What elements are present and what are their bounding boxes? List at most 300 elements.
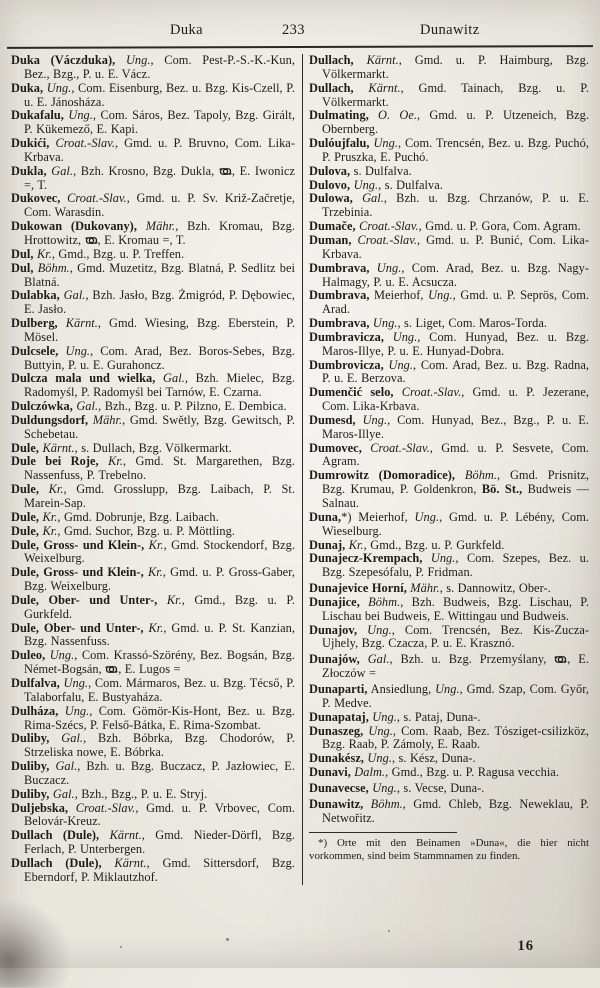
entry-text bbox=[49, 731, 61, 745]
entry-text: s. Dulfalva. bbox=[350, 163, 412, 178]
gazetteer-entry bbox=[309, 317, 589, 331]
entry-headword: Dumače, bbox=[309, 219, 356, 234]
gazetteer-entry bbox=[309, 414, 589, 442]
entry-headword: Dumesd, bbox=[309, 412, 356, 427]
entry-region-label: Ung. bbox=[414, 509, 440, 524]
entry-region-label: O. Oe. bbox=[378, 108, 417, 123]
entry-text: , Gmd., Bzg. u. P. Gurkfeld. bbox=[24, 592, 296, 621]
gazetteer-entry bbox=[11, 483, 295, 511]
scan-speck bbox=[388, 930, 390, 932]
entry-text bbox=[360, 652, 368, 666]
entry-text: , Com. Arad, Bez. u. Bzg. Nagy-Halmagy, P. u. E. Acsucza. bbox=[322, 260, 589, 289]
entry-region-label: Kärnt. bbox=[65, 316, 98, 331]
entry-headword: Dulberg, bbox=[11, 316, 58, 331]
entry-text: , Gmd. u. P. Gora, Com. Agram. bbox=[418, 219, 581, 234]
entry-text: , Com. Hunyad, Bez. u. Bzg. Maros-Illye, P. u. E. Hunyad-Dobra. bbox=[322, 329, 589, 358]
entry-region-label: Böhm. bbox=[370, 796, 403, 811]
entry-text: , Com. Trencsén, Bez. u. Bzg. Puchó, P. Pruszka, E. Puchó. bbox=[322, 136, 590, 164]
entry-headword: Dunaparti, bbox=[309, 681, 368, 696]
entry-text bbox=[394, 385, 402, 399]
entry-headword: Dunakész, bbox=[309, 751, 364, 766]
entry-headword: Dulháza, bbox=[11, 703, 59, 718]
entry-region-label: Ung. bbox=[388, 357, 414, 372]
entry-region-label: Ung. bbox=[49, 648, 75, 663]
entry-region-label: Gal. bbox=[63, 288, 86, 303]
entry-text: , Gmd. Tainach, Bzg. u. P. Völkermarkt. bbox=[322, 80, 589, 109]
entry-region-label: Ung. bbox=[367, 622, 392, 637]
entry-headword: Duliby, bbox=[11, 759, 50, 774]
gazetteer-entry bbox=[11, 54, 295, 82]
entry-headword: Dunajecz-Krempach, bbox=[309, 551, 423, 566]
entry-text bbox=[99, 454, 108, 468]
entry-region-label: Ung. bbox=[362, 412, 388, 427]
entry-region-label: Gal. bbox=[51, 163, 74, 178]
gazetteer-entry bbox=[11, 248, 295, 262]
entry-region-label: Mähr. bbox=[145, 219, 176, 234]
entry-region-label: Croat.-Slav. bbox=[55, 136, 116, 151]
entry-text: , E. Złoczów = bbox=[322, 652, 589, 681]
gazetteer-entry bbox=[11, 442, 295, 456]
entry-region-label: Kr. bbox=[36, 246, 52, 261]
entry-region-label: Gal. bbox=[362, 191, 384, 206]
gazetteer-entry bbox=[309, 179, 589, 193]
entry-text bbox=[58, 316, 66, 330]
entry-headword: Dunajów, bbox=[309, 652, 360, 667]
entry-text: , Bzh., Bzg. u. P. Pilzno, E. Dembica. bbox=[98, 399, 287, 414]
entry-text bbox=[353, 191, 362, 205]
gazetteer-entry bbox=[11, 192, 295, 220]
gazetteer-entry bbox=[309, 386, 589, 414]
entry-text: , Com. Mármaros, Bez. u. Bzg. Técső, P. Talaborfalu, E. Bustyaháza. bbox=[24, 675, 295, 704]
entry-text: , Bzh. Budweis, Bzg. Lischau, P. Lischau bei Budweis, E. Wittingau und Budweis. bbox=[322, 594, 589, 623]
entry-headword: Dumbravicza, bbox=[309, 329, 384, 344]
entry-text bbox=[422, 551, 430, 565]
gazetteer-entry bbox=[309, 137, 589, 165]
entry-text bbox=[354, 53, 367, 67]
entry-headword: Dule, bbox=[11, 509, 40, 524]
entry-headword: Duldungsdorf, bbox=[11, 412, 89, 427]
entry-region-label: Böhm. bbox=[368, 594, 401, 609]
entry-headword: Dule bei Roje, bbox=[11, 454, 99, 469]
gazetteer-entry bbox=[309, 262, 589, 290]
entry-headword: Dulmating, bbox=[309, 108, 369, 123]
entry-region-label: Ung. bbox=[368, 723, 393, 738]
entry-headword: Dule, bbox=[11, 482, 40, 497]
entry-region-label: Croat.-Slav. bbox=[67, 191, 127, 206]
entry-region-label: Croat.-Slav. bbox=[401, 385, 462, 400]
entry-headword: Dumbrava, bbox=[309, 316, 370, 331]
gazetteer-entry bbox=[309, 766, 589, 780]
right-column bbox=[303, 54, 589, 885]
gazetteer-entry bbox=[11, 566, 295, 594]
entry-region-label: Ung. bbox=[435, 681, 460, 696]
entry-region-label: Kr. bbox=[148, 537, 164, 552]
entry-headword: Dule, bbox=[11, 440, 40, 455]
entry-region-label: Ung. bbox=[372, 780, 397, 795]
entry-region-label: Ung. bbox=[392, 329, 418, 344]
entry-text: , Gmd. St. Margarethen, Bzg. Nassenfuss, P. Trebelno. bbox=[24, 454, 296, 483]
gazetteer-entry bbox=[11, 262, 295, 290]
gazetteer-entry bbox=[11, 511, 295, 525]
entry-headword: Dunapataj, bbox=[309, 709, 369, 724]
gazetteer-entry bbox=[11, 455, 295, 483]
entry-headword: Dule, Gross- und Klein-, bbox=[11, 537, 145, 552]
gazetteer-entry bbox=[11, 594, 295, 622]
entry-text: , Com. Eisenburg, Bez. u. Bzg. Kis-Czell, P. u. E. Jánosháza. bbox=[24, 80, 295, 109]
entry-region-label: Croat.-Slav. bbox=[359, 219, 419, 234]
entry-text: , Bzh. Krosno, Bzg. Dukla, bbox=[73, 163, 219, 178]
entry-headword: Dumbrava, bbox=[309, 288, 370, 303]
scan-smudge bbox=[0, 898, 72, 988]
entry-text bbox=[357, 623, 367, 637]
running-head-left-keyword: Duka bbox=[170, 22, 204, 38]
entry-region-label: Gal. bbox=[76, 399, 99, 414]
entry-region-label: Ung. bbox=[353, 177, 379, 192]
entry-headword: Dullach (Dule), bbox=[11, 855, 102, 870]
entry-text: , Gmd. Sittersdorf, Bzg. Eberndorf, P. Miklautzhof. bbox=[24, 855, 295, 884]
entry-region-label: Gal. bbox=[367, 652, 390, 667]
gazetteer-entry bbox=[309, 359, 589, 387]
gazetteer-entry bbox=[309, 192, 589, 220]
gazetteer-entry bbox=[11, 400, 295, 414]
gazetteer-entry bbox=[309, 331, 589, 359]
entry-text bbox=[39, 482, 49, 496]
entry-region-label: Ung. bbox=[372, 316, 398, 331]
footnote-block bbox=[309, 832, 589, 862]
entry-region-label: Kr. bbox=[108, 454, 123, 469]
entry-headword: Dumbrava, bbox=[309, 260, 370, 275]
entry-text: , Gmd. u. P. Sv. Križ-Začretje, Com. Warasdin. bbox=[24, 191, 295, 220]
entry-headword: Dunavi, bbox=[309, 765, 351, 780]
entry-text: , Bzh. u. Bzg. Chrzanów, P. u. E. Trzebinia. bbox=[322, 191, 589, 220]
entry-text: , Bzh. u. Bzg. Buczacz, P. Jazłowiec, E. Buczacz. bbox=[24, 759, 296, 787]
gazetteer-entry bbox=[11, 372, 295, 400]
entry-headword: Bö. St., bbox=[481, 482, 523, 497]
entry-text: , Gmd. Suchor, Bzg. u. P. Möttling. bbox=[57, 523, 235, 538]
gazetteer-entry bbox=[11, 788, 295, 802]
entry-region-label: Kr. bbox=[48, 482, 64, 497]
gazetteer-entry bbox=[309, 54, 589, 82]
gazetteer-entry bbox=[309, 82, 589, 110]
gazetteer-entry bbox=[11, 802, 295, 830]
gazetteer-entry bbox=[309, 165, 589, 179]
entry-headword: Dukowan (Dukovany), bbox=[11, 219, 137, 234]
entry-headword: Dukovec, bbox=[11, 191, 61, 206]
entry-text: , Gmd. Swětly, Bzg. Gewitsch, P. Schebetau. bbox=[24, 412, 295, 441]
entry-headword: Dulabka, bbox=[11, 288, 60, 303]
entry-headword: Dunaj, bbox=[309, 537, 346, 552]
entry-text: , s. Vecse, Duna-. bbox=[396, 780, 485, 795]
entry-text bbox=[369, 261, 376, 275]
entry-text: , Gmd. u. P. Seprös, Com. Arad. bbox=[322, 288, 589, 317]
entry-headword: Dulóujfalu, bbox=[309, 136, 370, 151]
entry-region-label: Ung. bbox=[372, 709, 397, 724]
gazetteer-entry bbox=[11, 539, 295, 567]
entry-headword: Dunawitz, bbox=[309, 796, 364, 811]
entry-region-label: Ung. bbox=[68, 108, 93, 123]
entry-text: , s. Dullach, Bzg. Völkermarkt. bbox=[74, 440, 232, 455]
entry-region-label: Ung. bbox=[63, 675, 89, 690]
entry-headword: Duka, bbox=[11, 80, 44, 95]
entry-region-label: Kärnt. bbox=[366, 53, 399, 67]
left-column bbox=[11, 54, 303, 885]
gazetteer-columns bbox=[11, 54, 589, 885]
entry-text: , Bzh., Bzg., P. u. E. Stryj. bbox=[74, 786, 208, 801]
entry-headword: Dule, Gross- und Klein-, bbox=[11, 565, 144, 580]
posthorn-icon bbox=[85, 233, 98, 247]
gazetteer-entry bbox=[11, 289, 295, 317]
entry-text bbox=[115, 53, 126, 67]
entry-region-label: Ung. bbox=[125, 53, 151, 67]
entry-headword: Dukafalu, bbox=[11, 108, 64, 123]
gazetteer-entry bbox=[309, 289, 589, 317]
entry-region-label: Croat.-Slav. bbox=[370, 440, 430, 455]
entry-headword: Dunavecse, bbox=[309, 780, 369, 795]
entry-text: , Gmd. Chleb, Bzg. Neweklau, P. Netwořitz. bbox=[322, 796, 589, 825]
entry-region-label: Gal. bbox=[163, 371, 185, 386]
entry-text bbox=[369, 108, 378, 122]
entry-headword: Dullach (Dule), bbox=[11, 828, 100, 843]
gazetteer-entry bbox=[309, 711, 589, 725]
entry-text bbox=[68, 801, 76, 815]
gazetteer-entry bbox=[309, 552, 589, 580]
posthorn-icon bbox=[105, 662, 118, 676]
entry-text: *) Meierhof, bbox=[341, 509, 415, 524]
entry-headword: Duman, bbox=[309, 232, 352, 247]
entry-text: , Com. Trencsén, Bez. Kis-Zucza-Ujhely, Bzg. Czacza, P. u. E. Krasznó. bbox=[322, 622, 590, 651]
gazetteer-entry bbox=[309, 683, 589, 711]
gazetteer-entry bbox=[11, 760, 295, 788]
footnote-text: Orte mit den Beinamen »Duna«, die hier nicht vorkommen, sind beim Stammnamen zu finden. bbox=[309, 837, 589, 862]
entry-headword: Dullach, bbox=[309, 53, 354, 67]
entry-text bbox=[384, 330, 393, 344]
entry-text: , Bzh. Jasło, Bzg. Żmigród, P. Dębowiec, E. Jasło. bbox=[24, 288, 296, 317]
entry-text: , Bzh. u. Bzg. Przemyślany, bbox=[389, 652, 555, 667]
running-head bbox=[0, 22, 600, 44]
entry-headword: Dulowa, bbox=[309, 191, 353, 206]
entry-text: , Com. Raab, Bez. Tósziget-csilizköz, Bzg. Raab, P. Zámoly, E. Raab. bbox=[322, 723, 590, 752]
entry-region-label: Ung. bbox=[428, 288, 453, 303]
gazetteer-entry bbox=[309, 469, 589, 511]
entry-headword: Duliby, bbox=[11, 786, 50, 801]
entry-headword: Dunaszeg, bbox=[309, 723, 364, 738]
entry-text: , Com. Pest-P.-S.-K.-Kun, Bez., Bzg., P. u. E. Vácz. bbox=[24, 53, 296, 81]
entry-headword: Dumenčić selo, bbox=[309, 385, 394, 400]
page-number: 233 bbox=[282, 22, 305, 38]
entry-region-label: Mähr. bbox=[92, 412, 123, 427]
entry-headword: Dunajov, bbox=[309, 622, 358, 637]
entry-region-label: Kr. bbox=[166, 592, 182, 607]
entry-text: , Com. Sáros, Bez. Tapoly, Bzg. Girált, P. Kükemező, E. Kapi. bbox=[24, 108, 296, 137]
entry-headword: Duleo, bbox=[11, 648, 46, 663]
entry-text: , Gmd., Bzg. u. P. Gurkfeld. bbox=[363, 537, 505, 552]
entry-text: , Gmd. u. P. Haimburg, Bzg. Völkermarkt. bbox=[322, 53, 589, 81]
gazetteer-entry bbox=[11, 345, 295, 373]
entry-text: , Gmd. u. P. Jezerane, Com. Lika-Krbava. bbox=[322, 385, 589, 414]
scan-speck bbox=[226, 938, 229, 941]
gazetteer-entry bbox=[11, 525, 295, 539]
entry-text: , Bzh. Kromau, Bzg. Hrottowitz, bbox=[24, 219, 295, 247]
gazetteer-entry bbox=[309, 582, 589, 596]
entry-text: , Com. Krassó-Szörény, Bez. Bogsán, Bzg. Német-Bogsán, bbox=[24, 648, 295, 677]
entry-headword: Dunajice, bbox=[309, 594, 360, 609]
entry-text: , Gmd. Grosslupp, Bzg. Laibach, P. St. Marein-Sap. bbox=[24, 482, 295, 510]
signature-number: 16 bbox=[517, 938, 534, 954]
entry-headword: Dule, Ober- und Unter-, bbox=[11, 592, 158, 607]
gazetteer-entry bbox=[309, 234, 589, 262]
entry-text: , Com. Szepes, Bez. u. Bzg. Szepesófalu, P. Fridman. bbox=[322, 551, 589, 580]
entry-headword: Dunajevice Horní, bbox=[309, 581, 407, 596]
entry-headword: Dulczówka, bbox=[11, 399, 73, 414]
gazetteer-entry bbox=[11, 109, 295, 137]
entry-headword: Dumrowitz (Domoradice), bbox=[309, 468, 456, 483]
entry-text: Ansiedlung, bbox=[367, 681, 436, 696]
entry-headword: Duna, bbox=[309, 509, 342, 524]
entry-region-label: Ung. bbox=[430, 551, 456, 566]
entry-headword: Dukići, bbox=[11, 136, 50, 151]
gazetteer-entry bbox=[309, 511, 589, 539]
entry-region-label: Böhm. bbox=[464, 468, 498, 483]
entry-text: , Gmd. u. P. Bunić, Com. Lika-Krbava. bbox=[322, 232, 589, 261]
entry-text: , Gmd. Wiesing, Bzg. Eberstein, P. Mösel. bbox=[24, 316, 296, 344]
entry-headword: Duljebska, bbox=[11, 800, 69, 815]
posthorn-icon bbox=[554, 652, 567, 666]
entry-text: , Gmd. u. P. Bruvno, Com. Lika-Krbava. bbox=[24, 136, 295, 164]
entry-text: , Gmd., Bzg. u. P. Treffen. bbox=[51, 246, 185, 261]
entry-text: , s. Kész, Duna-. bbox=[391, 751, 476, 766]
gazetteer-entry bbox=[309, 798, 589, 826]
entry-region-label: Kr. bbox=[42, 509, 58, 524]
entry-region-label: Kr. bbox=[147, 565, 163, 580]
gazetteer-entry bbox=[309, 442, 589, 470]
gazetteer-entry bbox=[11, 414, 295, 442]
gazetteer-entry bbox=[11, 829, 295, 857]
entry-text: , s. Pataj, Duna-. bbox=[396, 709, 481, 724]
entry-text bbox=[58, 344, 65, 358]
entry-text: , E. Lugos = bbox=[118, 662, 181, 677]
entry-region-label: Croat.-Slav. bbox=[357, 232, 418, 247]
entry-text: , E. Iwonicz =, T. bbox=[24, 163, 295, 192]
gazetteer-entry bbox=[309, 725, 589, 753]
entry-headword: Dul, bbox=[11, 260, 34, 275]
entry-text: , Gmd. Szap, Com. Győr, P. Medve. bbox=[322, 681, 589, 710]
gazetteer-entry bbox=[309, 539, 589, 553]
entry-region-label: Ung. bbox=[367, 751, 392, 766]
entry-text: , Gmd. Muzetitz, Bzg. Blatná, P. Sedlitz bei Blatná. bbox=[24, 260, 295, 289]
gazetteer-entry bbox=[309, 752, 589, 766]
gazetteer-entry bbox=[11, 705, 295, 733]
entry-text: , E. Kromau =, T. bbox=[97, 232, 186, 247]
entry-headword: Dumbrovicza, bbox=[309, 357, 384, 372]
entry-region-label: Gal. bbox=[55, 759, 78, 774]
entry-headword: Dumovec, bbox=[309, 440, 362, 455]
entry-text: , Com. Arad, Bez. u. Bzg. Radna, P. u. E. Berzova. bbox=[322, 357, 589, 386]
entry-text bbox=[455, 468, 465, 482]
entry-headword: Dulova, bbox=[309, 163, 351, 178]
entry-text: Budweis — Salnau. bbox=[322, 482, 589, 510]
entry-text: , Gmd. u. P. Vrbovec, Com. Belovár-Kreuz. bbox=[24, 800, 296, 829]
entry-headword: Dulovo, bbox=[309, 177, 351, 192]
entry-headword: Dulcza mala und wielka, bbox=[11, 371, 156, 386]
header-rule bbox=[7, 45, 593, 49]
entry-text: , Gmd. Nieder-Dörfl, Bzg. Ferlach, P. Unterbergen. bbox=[24, 828, 296, 857]
entry-headword: Dulcsele, bbox=[11, 343, 59, 358]
gazetteer-entry bbox=[11, 137, 295, 165]
entry-text: , Gmd., Bzg. u. P. Ragusa vecchia. bbox=[385, 765, 559, 780]
entry-region-label: Kr. bbox=[348, 537, 364, 552]
gazetteer-entry bbox=[11, 857, 295, 885]
entry-headword: Dule, Ober- und Unter-, bbox=[11, 620, 144, 635]
entry-region-label: Ung. bbox=[65, 343, 91, 358]
entry-text bbox=[363, 797, 370, 811]
entry-text bbox=[354, 81, 369, 95]
entry-headword: Dukla, bbox=[11, 163, 47, 178]
gazetteer-entry bbox=[11, 317, 295, 345]
gazetteer-entry bbox=[11, 165, 295, 193]
running-head-right-keyword: Dunawitz bbox=[420, 22, 480, 38]
entry-text: , Gmd. u. P. Gross-Gaber, Bzg. Weixelburg. bbox=[24, 565, 296, 594]
entry-headword: Duka (Váczduka), bbox=[11, 53, 116, 67]
gazetteer-entry bbox=[309, 220, 589, 234]
entry-text: , Gmd. u. P. St. Kanzian, Bzg. Nassenfuss. bbox=[24, 620, 296, 649]
gazetteer-entry bbox=[11, 649, 295, 677]
entry-headword: Duliby, bbox=[11, 731, 50, 746]
gazetteer-entry bbox=[11, 220, 295, 248]
entry-region-label: Ung. bbox=[373, 136, 398, 151]
gazetteer-entry bbox=[11, 677, 295, 705]
entry-text: , s. Liget, Com. Maros-Torda. bbox=[397, 316, 547, 331]
gazetteer-entry bbox=[309, 596, 589, 624]
footnote-marker: *) bbox=[318, 837, 328, 850]
entry-text: , Com. Hunyad, Bez., Bzg., P. u. E. Maros-Illye. bbox=[322, 412, 590, 441]
gazetteer-entry bbox=[11, 82, 295, 110]
entry-text: , Com. Gömör-Kis-Hont, Bez. u. Bzg. Rima-Szécs, P. Felső-Bátka, E. Rima-Szombat. bbox=[24, 703, 295, 732]
entry-region-label: Ung. bbox=[64, 703, 90, 718]
entry-region-label: Kr. bbox=[42, 523, 58, 538]
entry-text: , Bzh. Bóbrka, Bzg. Chodorów, P. Strzeliska nowe, E. Bóbrka. bbox=[24, 731, 295, 760]
entry-text: , s. Dulfalva. bbox=[378, 177, 443, 192]
gazetteer-entry bbox=[11, 732, 295, 760]
entry-region-label: Kr. bbox=[148, 620, 164, 635]
entry-text bbox=[362, 441, 370, 455]
entry-region-label: Kärnt. bbox=[368, 80, 401, 95]
entry-region-label: Gal. bbox=[52, 786, 75, 801]
scan-speck bbox=[120, 946, 122, 948]
entry-region-label: Dalm. bbox=[354, 765, 386, 780]
entry-headword: Dul, bbox=[11, 246, 34, 261]
entry-region-label: Mähr. bbox=[410, 581, 440, 596]
entry-headword: Dullach, bbox=[309, 80, 354, 95]
entry-text bbox=[356, 413, 363, 427]
gazetteer-entry bbox=[309, 109, 589, 137]
posthorn-icon bbox=[219, 164, 232, 178]
entry-text: , Com. Arad, Bez. Boros-Sebes, Bzg. Buttyin, P. u. E. Gurahoncz. bbox=[24, 343, 296, 372]
entry-text: , Gmd. Stockendorf, Bzg. Weixelburg. bbox=[24, 537, 295, 566]
entry-headword: Dule, bbox=[11, 523, 40, 538]
entry-text: , Gmd. u. P. Utzeneich, Bzg. Obernberg. bbox=[322, 108, 590, 137]
entry-text: , Bzh. Mielec, Bzg. Radomyśl, P. Radomyśl bei Tarnów, E. Czarna. bbox=[24, 371, 296, 400]
gazetteer-entry bbox=[309, 782, 589, 796]
entry-text bbox=[102, 856, 115, 870]
entry-region-label: Ung. bbox=[376, 260, 402, 275]
entry-text: , Gmd. u. P. Lébény, Com. Wieselburg. bbox=[322, 509, 589, 538]
entry-region-label: Böhm. bbox=[37, 260, 70, 275]
entry-text: , Gmd. Prisnitz, Bzg. Krumau, P. Goldenkron, bbox=[322, 468, 589, 497]
entry-text: , Gmd. Dobrunje, Bzg. Laibach. bbox=[57, 509, 219, 524]
entry-region-label: Kärnt. bbox=[109, 828, 142, 843]
entry-text: , s. Dannowitz, Ober-. bbox=[439, 581, 551, 596]
entry-text bbox=[360, 595, 368, 609]
